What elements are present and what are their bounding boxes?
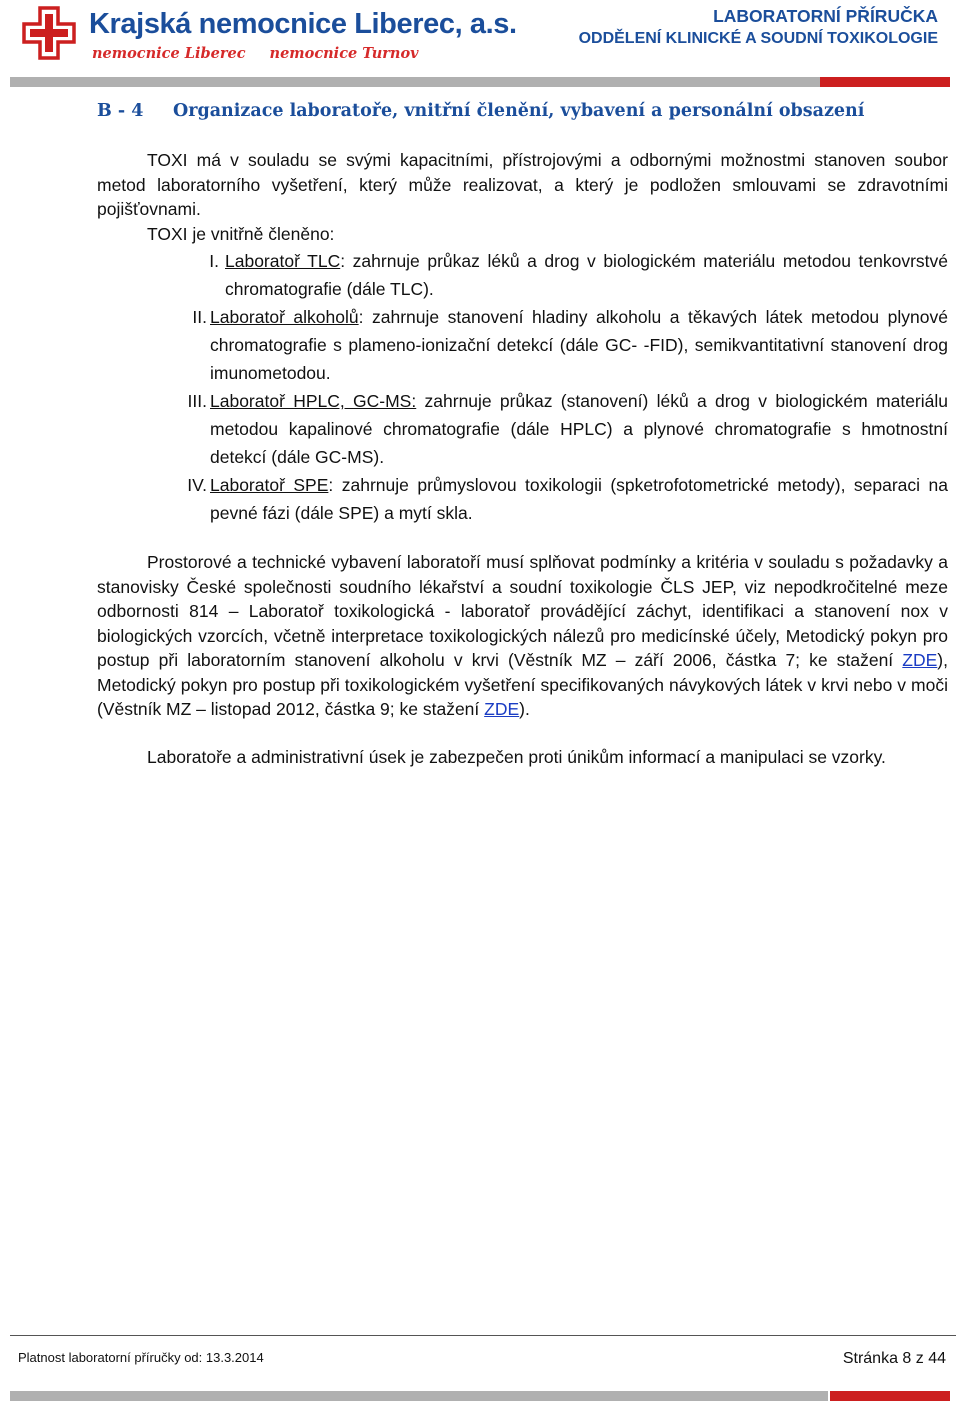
list-item	[97, 247, 948, 303]
list-item	[97, 387, 948, 471]
hospital-sites	[92, 45, 419, 62]
list-item-name: Laboratoř SPE	[210, 475, 329, 495]
paragraph-equipment	[97, 550, 948, 722]
download-link-toxicology-guideline[interactable]: ZDE	[484, 699, 520, 719]
paragraph-text: Prostorové a technické vybavení laboratoří musí splňovat podmínky a kritéria v souladu s požadavky a stanovisky České společnosti soudního lékařství a soudní toxikologie ČLS JEP, viz nepodkročitelné meze odbornosti 814 – Laboratoř toxikologická - laboratoř provádějící záchyt, identifikaci a stanovení nox v biologických vzorcích, včetně interpretace toxikologických nálezů pro medicínské účely, Metodický pokyn pro postup při laboratorním stanovení alkoholu v krvi (Věstník MZ – září 2006, částka 7; ke stažení	[97, 552, 948, 670]
footer-divider	[10, 1335, 956, 1336]
footer-band-gray	[10, 1391, 828, 1401]
list-item-number: III.	[187, 391, 207, 411]
header-band-red	[820, 77, 950, 87]
list-item-text: : zahrnuje stanovení hladiny alkoholu a těkavých látek metodou plynové chromatografie s plameno-ionizační detekcí (dále GC- -FID), semikvantitativní stanovení drog imunometodou.	[210, 307, 948, 383]
list-intro: TOXI je vnitřně členěno:	[147, 224, 335, 244]
list-item-text: : zahrnuje průkaz léků a drog v biologickém materiálu metodou tenkovrstvé chromatografie (dále TLC).	[225, 251, 948, 299]
footer-band-red	[830, 1391, 950, 1401]
department-structure-list	[97, 221, 948, 527]
list-item-number: IV.	[187, 475, 207, 495]
list-item-number: I.	[209, 251, 219, 271]
page-number: Stránka 8 z 44	[842, 1350, 946, 1367]
site-liberec: nemocnice Liberec	[92, 45, 246, 62]
download-link-alcohol-guideline[interactable]: ZDE	[902, 650, 938, 670]
section-title: Organizace laboratoře, vnitřní členění, vybavení a personální obsazení	[173, 101, 865, 121]
paragraph-text: ).	[519, 699, 530, 719]
list-item-text: : zahrnuje průmyslovou toxikologii (spketrofotometrické metody), separaci na pevné fázi (dále SPE) a mytí skla.	[210, 475, 948, 523]
list-item-name: Laboratoř TLC	[225, 251, 341, 271]
paragraph-text: ), Metodický pokyn pro postup při toxikologickém vyšetření specifikovaných návykových látek v krvi nebo v moči (Věstník MZ – listopad 2012, částka 9; ke stažení	[97, 650, 948, 719]
list-item-name: Laboratoř HPLC, GC-MS:	[210, 391, 417, 411]
department-name: ODDĚLENÍ KLINICKÉ A SOUDNÍ TOXIKOLOGIE	[578, 30, 938, 47]
site-turnov: nemocnice Turnov	[269, 45, 419, 62]
section-heading	[97, 101, 864, 121]
paragraph-intro: TOXI má v souladu se svými kapacitními, přístrojovými a odbornými možnostmi stanoven soubor metod laboratorního vyšetření, který může realizovat, a který je podložen smlouvami se zdravotními pojišťovnami.	[97, 150, 948, 219]
document-header-title	[579, 6, 938, 52]
paragraph-security: Laboratoře a administrativní úsek je zabezpečen proti únikům informací a manipulaci se vzorky.	[147, 747, 886, 767]
header-band-gray	[10, 77, 820, 87]
hospital-name: Krajská nemocnice Liberec, a.s.	[89, 8, 517, 40]
hospital-cross-logo-icon	[22, 6, 76, 60]
list-item	[97, 303, 948, 387]
list-item-number: II.	[192, 307, 207, 327]
list-item-name: Laboratoř alkoholů	[210, 307, 359, 327]
list-item-text: zahrnuje průkaz (stanovení) léků a drog v biologickém materiálu metodou kapalinové chromatografie (dále HPLC) a plynové chromatografie s hmotnostní detekcí (dále GC-MS).	[210, 391, 949, 467]
doc-title: LABORATORNÍ PŘÍRUČKA	[713, 6, 938, 26]
page-header	[0, 0, 960, 90]
validity-date: Platnost laboratorní příručky od: 13.3.2014	[18, 1350, 264, 1365]
list-item	[97, 471, 948, 527]
section-number: B - 4	[97, 101, 144, 121]
